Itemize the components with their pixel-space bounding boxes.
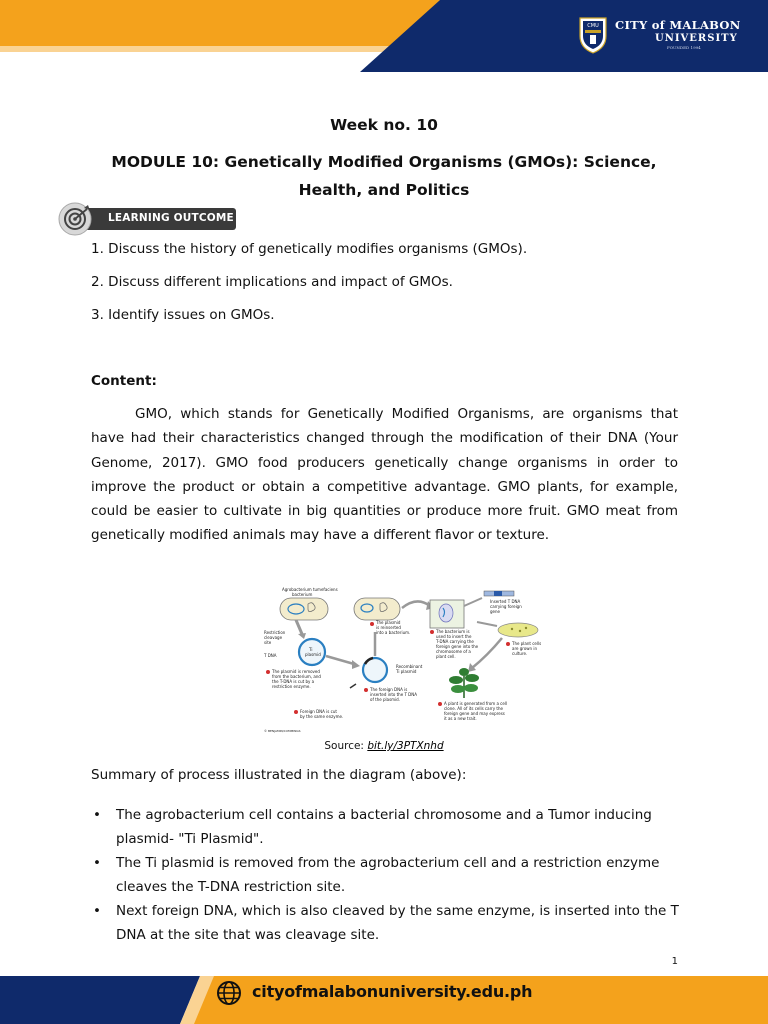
module-title: MODULE 10: Genetically Modified Organisms (GMOs): Science, Health, and Politics <box>111 153 657 199</box>
summary-bullet-1: • The agrobacterium cell contains a bacterial chromosome and a Tumor inducing plasmid- "Ti Plasmid". <box>91 803 691 851</box>
svg-text:the T-DNA is cut by a: the T-DNA is cut by a <box>272 679 315 684</box>
diagram-source <box>0 740 768 752</box>
svg-text:The bacterium is: The bacterium is <box>436 629 470 634</box>
svg-text:inserted into the T DNA: inserted into the T DNA <box>370 692 417 697</box>
svg-text:T-DNA carrying the: T-DNA carrying the <box>436 639 474 644</box>
svg-text:Ti: Ti <box>309 647 313 652</box>
svg-text:Restriction: Restriction <box>264 630 286 635</box>
svg-text:CMU: CMU <box>587 23 599 29</box>
svg-text:clone. All of its cells carry: clone. All of its cells carry the <box>444 706 503 711</box>
outcome-item-2: 2. Discuss different implications and impact of GMOs. <box>91 274 453 290</box>
university-logo <box>578 16 741 54</box>
svg-text:foreign gene and may express: foreign gene and may express <box>444 711 505 716</box>
svg-text:is reinserted: is reinserted <box>376 625 401 630</box>
content-paragraph: GMO, which stands for Genetically Modified Organisms, are organisms that have had their characteristics changed through the modification of their DNA (Your Genome, 2017). GMO food producers genetically change organisms in order to improve the product or obtain a competitive advantage. GMO plants, for example, could be easier to cultivate in big quantities or produce more fruit. GMO meat from genetically modified animals may have a different flavor or texture. <box>91 406 678 544</box>
learning-outcome-label: LEARNING OUTCOME <box>108 212 234 224</box>
footer-website-link[interactable]: cityofmalabonuniversity.edu.ph <box>252 982 533 1001</box>
svg-text:plasmid: plasmid <box>305 652 321 657</box>
svg-text:site: site <box>264 640 272 645</box>
svg-text:Inserted T DNA: Inserted T DNA <box>490 599 521 604</box>
svg-text:chromosome of a: chromosome of a <box>436 649 471 654</box>
university-name: CITY of MALABON <box>615 18 741 32</box>
svg-text:Ti plasmid: Ti plasmid <box>396 669 417 674</box>
outcome-item-1: 1. Discuss the history of genetically modifies organisms (GMOs). <box>91 241 528 257</box>
globe-icon <box>216 980 242 1006</box>
svg-text:foreign gene into the: foreign gene into the <box>436 644 479 649</box>
svg-text:© BENJAMIN/CUMMINGS: © BENJAMIN/CUMMINGS <box>264 729 301 733</box>
svg-text:plant cell.: plant cell. <box>436 654 456 659</box>
svg-text:The foreign DNA is: The foreign DNA is <box>370 687 408 692</box>
svg-text:of the plasmid.: of the plasmid. <box>370 697 400 702</box>
summary-list <box>91 803 691 947</box>
svg-text:The plasmid: The plasmid <box>376 620 401 625</box>
svg-text:A plant is generated from a ce: A plant is generated from a cell <box>444 701 508 706</box>
page-number: 1 <box>671 956 678 967</box>
svg-text:used to insert the: used to insert the <box>436 634 472 639</box>
svg-text:gene: gene <box>490 609 500 614</box>
svg-text:are grown in: are grown in <box>512 646 538 651</box>
svg-text:The plasmid is removed: The plasmid is removed <box>272 669 320 674</box>
target-icon <box>58 202 92 236</box>
svg-text:bacterium: bacterium <box>292 592 313 597</box>
svg-text:into a bacterium.: into a bacterium. <box>376 630 411 635</box>
svg-text:T DNA: T DNA <box>264 653 277 658</box>
week-title: Week no. 10 <box>330 116 438 134</box>
svg-text:from the bacterium, and: from the bacterium, and <box>272 674 321 679</box>
svg-text:culture.: culture. <box>512 651 528 656</box>
gmo-process-diagram <box>262 586 562 736</box>
summary-bullet-3: • Next foreign DNA, which is also cleaved by the same enzyme, is inserted into the T DNA at the site that was cleavage site. <box>91 899 691 947</box>
university-name-2: UNIVERSITY <box>655 33 738 44</box>
content-heading: Content: <box>91 373 157 389</box>
source-link[interactable]: bit.ly/3PTXnhd <box>367 740 444 752</box>
svg-text:by the same enzyme.: by the same enzyme. <box>300 714 344 719</box>
university-crest-icon <box>578 16 608 54</box>
source-label: Source: <box>324 740 368 752</box>
summary-bullet-2: • The Ti plasmid is removed from the agrobacterium cell and a restriction enzyme cleaves the T-DNA restriction site. <box>91 851 691 899</box>
svg-text:it as a new trait.: it as a new trait. <box>444 716 477 721</box>
outcome-item-3: 3. Identify issues on GMOs. <box>91 307 275 323</box>
svg-text:restriction enzyme.: restriction enzyme. <box>272 684 311 689</box>
learning-outcome-badge <box>58 202 238 236</box>
svg-text:Agrobacterium tumefaciens: Agrobacterium tumefaciens <box>282 587 338 592</box>
summary-heading: Summary of process illustrated in the diagram (above): <box>91 767 467 783</box>
svg-text:Foreign DNA is cut: Foreign DNA is cut <box>300 709 337 714</box>
university-founded: FOUNDED 1994 <box>667 45 701 50</box>
svg-text:cleavage: cleavage <box>264 635 283 640</box>
svg-text:carrying foreign: carrying foreign <box>490 604 522 609</box>
svg-text:Recombinant: Recombinant <box>396 664 423 669</box>
svg-text:The plant cells: The plant cells <box>512 641 542 646</box>
